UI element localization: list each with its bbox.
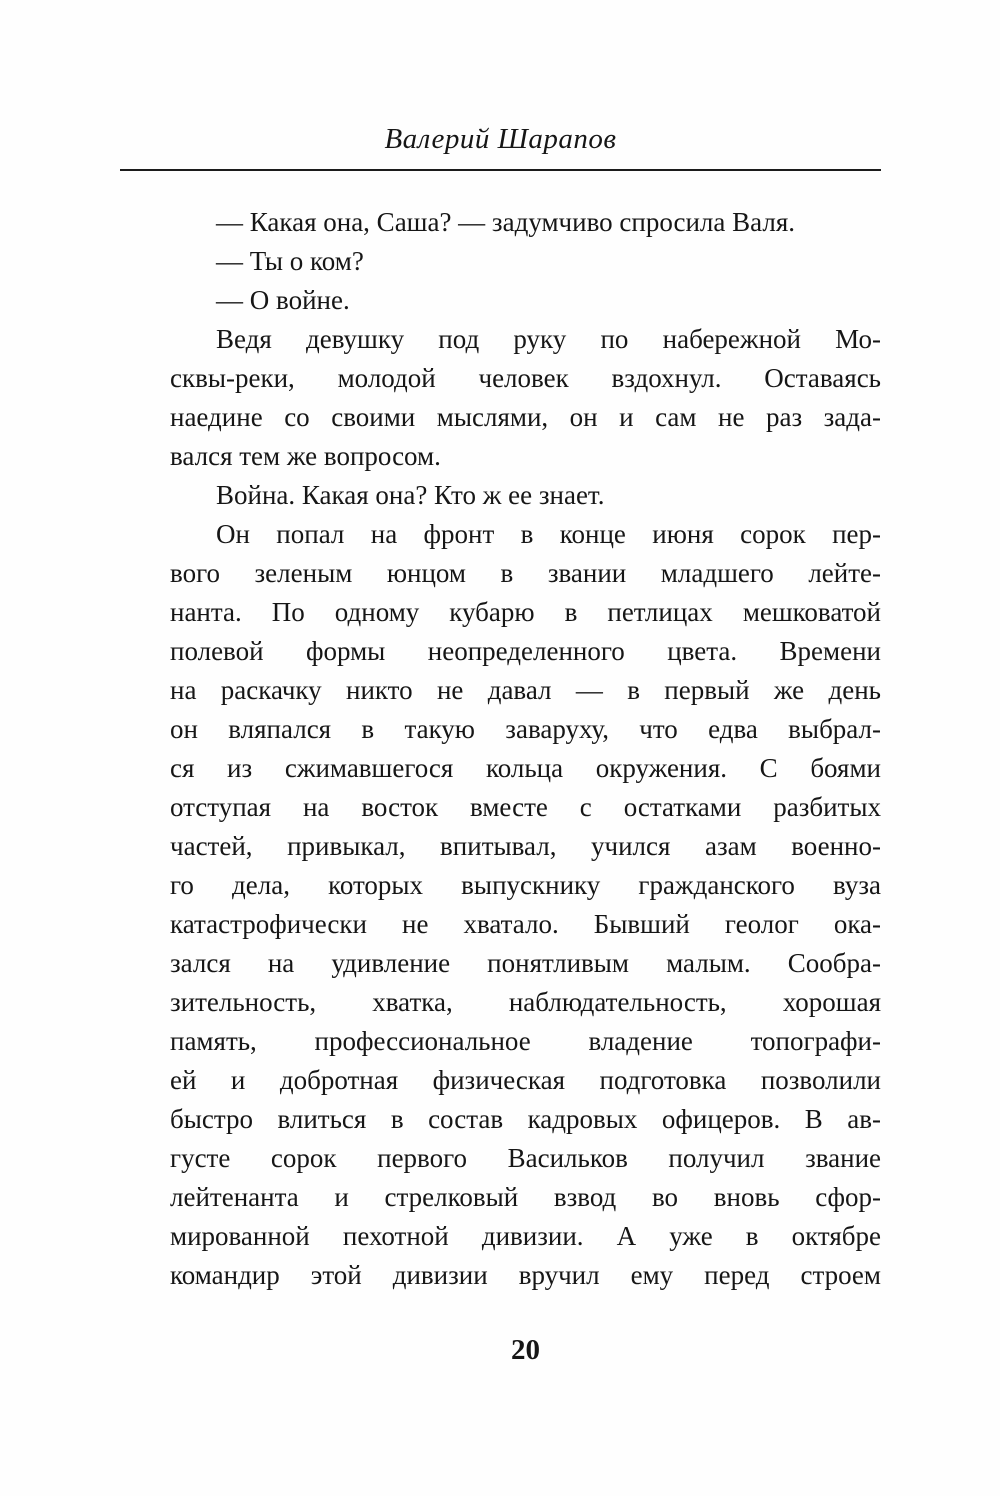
text-line: катастрофически не хватало. Бывший геолог ока- [170, 909, 881, 939]
text-line: отступая на восток вместе с остатками разбитых [170, 792, 881, 822]
text-line: зался на удивление понятливым малым. Сообра- [170, 948, 881, 978]
text-line: Война. Какая она? Кто ж ее знает. [216, 480, 605, 510]
text-line: — Ты о ком? [216, 246, 364, 276]
text-line: — Какая она, Саша? — задумчиво спросила Валя. [216, 207, 796, 237]
text-line: Ведя девушку под руку по набережной Мо- [216, 324, 881, 354]
header-rule [120, 169, 881, 171]
text-line: частей, привыкал, впитывал, учился азам военно- [170, 831, 881, 861]
text-line: быстро влиться в состав кадровых офицеров. В ав- [170, 1104, 881, 1134]
text-block [170, 203, 881, 1295]
running-head-author: Валерий Шарапов [384, 123, 617, 155]
text-line: густе сорок первого Васильков получил звание [170, 1143, 881, 1173]
text-line: нанта. По одному кубарю в петлицах мешковатой [170, 597, 881, 627]
text-line: на раскачку никто не давал — в первый же день [170, 675, 881, 705]
page-number: 20 [511, 1334, 540, 1366]
text-line: зительность, хватка, наблюдательность, хорошая [170, 987, 881, 1017]
text-line: ся из сжимавшегося кольца окружения. С боями [170, 753, 881, 783]
text-line: он вляпался в такую заваруху, что едва выбрал- [170, 714, 881, 744]
text-line: память, профессиональное владение топографи- [170, 1026, 881, 1056]
text-line: — О войне. [216, 285, 350, 315]
text-line: командир этой дивизии вручил ему перед строем [170, 1260, 881, 1290]
text-line: Он попал на фронт в конце июня сорок пер- [216, 519, 881, 549]
text-line: сквы-реки, молодой человек вздохнул. Оставаясь [170, 363, 881, 393]
text-line: наедине со своими мыслями, он и сам не раз зада- [170, 402, 881, 432]
text-line: го дела, которых выпускнику гражданского вуза [170, 870, 881, 900]
text-line: мированной пехотной дивизии. А уже в октябре [170, 1221, 881, 1251]
text-line: ей и добротная физическая подготовка позволили [170, 1065, 881, 1095]
text-line: лейтенанта и стрелковый взвод во вновь сфор- [170, 1182, 881, 1212]
text-line: вался тем же вопросом. [170, 441, 441, 471]
text-line: полевой формы неопределенного цвета. Времени [170, 636, 881, 666]
text-line: вого зеленым юнцом в звании младшего лейте- [170, 558, 881, 588]
